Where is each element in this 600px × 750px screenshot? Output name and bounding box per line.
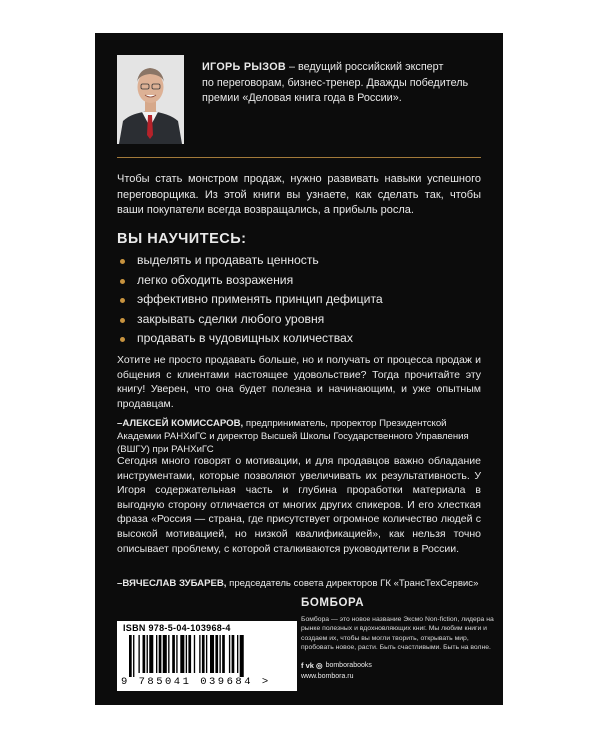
quote-komissarov: Хотите не просто продавать больше, но и получать от процесса продаж и общения с клиентами настоящее удовольствие? Тогда прочитайте эту книгу! Уверен, что она будет полезна и начинающим, и уже опытным продавцам. [117,354,481,410]
barcode-bar [138,635,139,673]
barcode-bar [199,635,200,673]
barcode-bar [202,635,205,673]
author-photo [117,55,184,144]
barcode-bar [180,635,184,673]
author-bio-line-2: по переговорам, бизнес-тренер. Дважды победитель [202,76,469,89]
bullet-icon [120,318,125,323]
publisher-website: www.bombora.ru [301,672,354,680]
author-name: ИГОРЬ РЫЗОВ [202,61,286,73]
social-handle: bomborabooks [325,661,372,669]
learn-heading: ВЫ НАУЧИТЕСЬ: [117,231,247,247]
publisher-description: Бомбора — это новое название Эксмо Non-fiction, лидера на рынке полезных и вдохновляющих книг. Мы любим книги и создаем их, чтобы вы могли творить, открывать мир, пробовать новое, расти. Быть счастливыми. Быть на волне. [301,616,494,652]
barcode-bar [168,635,169,673]
learn-list-item: легко обходить возражения [117,271,383,291]
barcode-bar [133,635,134,677]
barcode-block [117,621,297,691]
learn-list [117,251,383,349]
barcode-bar [237,635,238,673]
learn-list-item: выделять и продавать ценность [117,251,383,271]
author-bio-line-1 [202,60,497,76]
ean-digits: 9 785041 039684 > [121,676,271,688]
publisher-social [301,661,497,671]
barcode-bar [188,635,191,673]
quote-komissarov-attribution [117,417,487,456]
gold-divider [117,157,481,158]
isbn-label: ISBN 978-5-04-103968-4 [123,623,231,633]
bullet-icon [120,259,125,264]
quote-komissarov-role: предприниматель, проректор Президентской Академии РАНХиГС и директор Высшей Школы Государственного Управления (ВШГУ) при РАНХиГС [117,418,469,455]
bullet-icon [120,298,125,303]
quote-zubarev-attribution [117,577,487,590]
barcode-bars-image [127,635,287,677]
barcode-bar [186,635,187,673]
quote-zubarev-author: –ВЯЧЕСЛАВ ЗУБАРЕВ, [117,578,227,589]
barcode-bar [219,635,220,673]
quote-zubarev-role: председатель совета директоров ГК «ТрансТехСервис» [226,578,479,589]
barcode-bar [210,635,214,673]
learn-list-item: продавать в чудовищных количествах [117,329,383,349]
barcode-bar [156,635,157,673]
author-bio [202,60,497,107]
publisher-logo: БОМБОРА [301,597,365,609]
book-back-cover [95,33,503,705]
barcode-bar [143,635,146,673]
author-bio-line-3: премии «Деловая книга года в России». [202,92,402,104]
learn-list-item: закрывать сделки любого уровня [117,310,383,330]
barcode-bar [147,635,148,673]
quote-komissarov-author: –АЛЕКСЕЙ КОМИССАРОВ, [117,418,244,429]
social-icons: f vk ◎ [301,660,323,670]
barcode-bar [232,635,235,673]
barcode-bar [176,635,177,673]
barcode-bar [159,635,162,673]
barcode-bar [240,635,244,677]
barcode-bar [222,635,225,673]
barcode-bar [129,635,132,677]
learn-list-item: эффективно применять принцип дефицита [117,290,383,310]
intro-paragraph: Чтобы стать монстром продаж, нужно развивать навыки успешного переговорщика. Из этой книги вы узнаете, как сделать так, чтобы ваши покупатели всегда возвращались, а прибыль росла. [117,173,481,217]
barcode-bar [172,635,175,673]
bullet-icon [120,279,125,284]
barcode-bar [229,635,230,673]
author-bio-line-1-rest: – ведущий российский эксперт [286,61,444,73]
quote-zubarev: Сегодня много говорят о мотивации, и для продавцов важно обладание инструментами, которые позволяют увеличивать их результативность. У Игоря содержательная часть и глубина проработки материала в выгодную сторону отличается от многих других спикеров. И его хлесткая фраза «Россия — страна, где присутствует огромное количество людей с высокой мотивацией, но низкой квалификацией», как нельзя точно описывает проблему, с которой сталкиваются руководители в России. [117,455,481,555]
publisher-block [301,597,497,680]
bullet-icon [120,337,125,342]
barcode-bar [149,635,153,673]
barcode-bar [194,635,195,673]
barcode-bar [206,635,207,673]
barcode-bar [163,635,167,673]
author-portrait-image [117,55,184,144]
barcode-bar [215,635,218,673]
